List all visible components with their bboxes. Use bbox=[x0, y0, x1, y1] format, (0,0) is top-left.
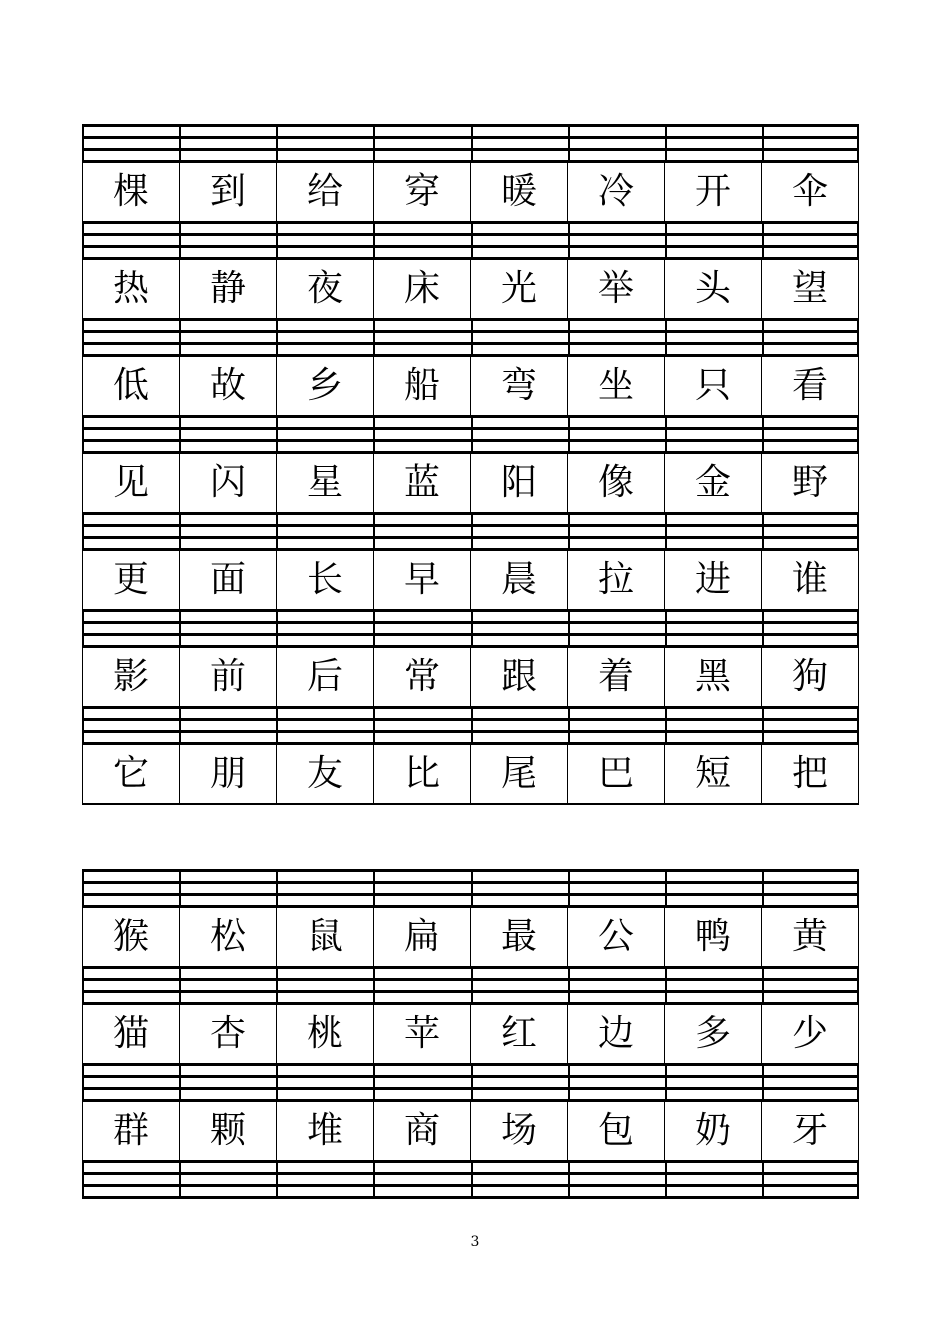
pinyin-column-divider bbox=[762, 969, 764, 1002]
pinyin-column-divider bbox=[568, 127, 570, 160]
pinyin-column-divider bbox=[762, 224, 764, 257]
character-cell: 松 bbox=[179, 908, 276, 966]
pinyin-column-divider bbox=[373, 321, 375, 354]
character-cell: 举 bbox=[567, 260, 664, 318]
character-cell: 边 bbox=[567, 1005, 664, 1063]
pinyin-column-divider bbox=[276, 872, 278, 905]
pinyin-column-divider bbox=[276, 224, 278, 257]
character-cell: 看 bbox=[761, 357, 859, 415]
character-cell: 商 bbox=[373, 1102, 470, 1160]
character-cell: 静 bbox=[179, 260, 276, 318]
pinyin-column-divider bbox=[762, 515, 764, 548]
character-cell: 乡 bbox=[276, 357, 373, 415]
pinyin-column-divider bbox=[857, 1163, 859, 1196]
pinyin-column-divider bbox=[665, 872, 667, 905]
pinyin-column-divider bbox=[373, 418, 375, 451]
pinyin-column-divider bbox=[276, 127, 278, 160]
pinyin-writing-lines bbox=[82, 124, 859, 163]
character-cell: 光 bbox=[470, 260, 567, 318]
character-row bbox=[82, 357, 859, 415]
character-cell: 棵 bbox=[82, 163, 179, 221]
character-cell: 颗 bbox=[179, 1102, 276, 1160]
pinyin-column-divider bbox=[568, 321, 570, 354]
pinyin-column-divider bbox=[179, 515, 181, 548]
character-cell: 鼠 bbox=[276, 908, 373, 966]
character-row bbox=[82, 745, 859, 805]
character-cell: 见 bbox=[82, 454, 179, 512]
pinyin-column-divider bbox=[179, 418, 181, 451]
pinyin-writing-lines bbox=[82, 1063, 859, 1102]
character-cell: 它 bbox=[82, 745, 179, 803]
character-cell: 扁 bbox=[373, 908, 470, 966]
pinyin-column-divider bbox=[471, 515, 473, 548]
character-cell: 阳 bbox=[470, 454, 567, 512]
pinyin-column-divider bbox=[179, 969, 181, 1002]
character-cell: 狗 bbox=[761, 648, 859, 706]
character-cell: 少 bbox=[761, 1005, 859, 1063]
character-cell: 头 bbox=[664, 260, 761, 318]
character-cell: 坐 bbox=[567, 357, 664, 415]
pinyin-writing-lines bbox=[82, 706, 859, 745]
pinyin-column-divider bbox=[82, 224, 84, 257]
character-cell: 红 bbox=[470, 1005, 567, 1063]
pinyin-column-divider bbox=[568, 872, 570, 905]
character-cell: 猴 bbox=[82, 908, 179, 966]
character-cell: 给 bbox=[276, 163, 373, 221]
pinyin-column-divider bbox=[857, 418, 859, 451]
character-cell: 最 bbox=[470, 908, 567, 966]
pinyin-column-divider bbox=[276, 418, 278, 451]
character-cell: 公 bbox=[567, 908, 664, 966]
character-cell: 杏 bbox=[179, 1005, 276, 1063]
pinyin-column-divider bbox=[857, 709, 859, 742]
pinyin-column-divider bbox=[665, 418, 667, 451]
pinyin-column-divider bbox=[373, 1163, 375, 1196]
pinyin-column-divider bbox=[665, 515, 667, 548]
character-cell: 只 bbox=[664, 357, 761, 415]
character-cell: 黑 bbox=[664, 648, 761, 706]
pinyin-column-divider bbox=[82, 1163, 84, 1196]
pinyin-column-divider bbox=[665, 709, 667, 742]
character-cell: 夜 bbox=[276, 260, 373, 318]
character-cell: 开 bbox=[664, 163, 761, 221]
character-cell: 跟 bbox=[470, 648, 567, 706]
pinyin-column-divider bbox=[471, 321, 473, 354]
pinyin-column-divider bbox=[762, 612, 764, 645]
pinyin-column-divider bbox=[568, 709, 570, 742]
pinyin-column-divider bbox=[568, 515, 570, 548]
character-cell: 常 bbox=[373, 648, 470, 706]
character-cell: 友 bbox=[276, 745, 373, 803]
pinyin-column-divider bbox=[857, 515, 859, 548]
pinyin-column-divider bbox=[276, 321, 278, 354]
pinyin-writing-lines bbox=[82, 609, 859, 648]
pinyin-column-divider bbox=[276, 1163, 278, 1196]
character-cell: 伞 bbox=[761, 163, 859, 221]
character-cell: 前 bbox=[179, 648, 276, 706]
character-cell: 进 bbox=[664, 551, 761, 609]
pinyin-column-divider bbox=[471, 1163, 473, 1196]
pinyin-column-divider bbox=[857, 127, 859, 160]
pinyin-column-divider bbox=[857, 224, 859, 257]
pinyin-column-divider bbox=[471, 418, 473, 451]
pinyin-column-divider bbox=[82, 872, 84, 905]
pinyin-column-divider bbox=[471, 612, 473, 645]
pinyin-column-divider bbox=[373, 709, 375, 742]
pinyin-column-divider bbox=[179, 321, 181, 354]
character-cell: 弯 bbox=[470, 357, 567, 415]
pinyin-column-divider bbox=[373, 872, 375, 905]
pinyin-column-divider bbox=[373, 127, 375, 160]
pinyin-column-divider bbox=[471, 1066, 473, 1099]
character-cell: 把 bbox=[761, 745, 859, 803]
pinyin-writing-lines bbox=[82, 966, 859, 1005]
pinyin-column-divider bbox=[373, 224, 375, 257]
character-cell: 晨 bbox=[470, 551, 567, 609]
character-table-2 bbox=[82, 869, 859, 1199]
pinyin-column-divider bbox=[568, 1163, 570, 1196]
character-cell: 朋 bbox=[179, 745, 276, 803]
pinyin-column-divider bbox=[471, 127, 473, 160]
character-cell: 更 bbox=[82, 551, 179, 609]
character-cell: 早 bbox=[373, 551, 470, 609]
character-cell: 长 bbox=[276, 551, 373, 609]
character-cell: 堆 bbox=[276, 1102, 373, 1160]
pinyin-column-divider bbox=[471, 224, 473, 257]
character-row bbox=[82, 1102, 859, 1160]
character-row bbox=[82, 1005, 859, 1063]
pinyin-column-divider bbox=[179, 709, 181, 742]
character-cell: 暖 bbox=[470, 163, 567, 221]
pinyin-column-divider bbox=[82, 127, 84, 160]
pinyin-column-divider bbox=[762, 709, 764, 742]
character-cell: 到 bbox=[179, 163, 276, 221]
pinyin-column-divider bbox=[179, 224, 181, 257]
character-cell: 着 bbox=[567, 648, 664, 706]
character-cell: 桃 bbox=[276, 1005, 373, 1063]
character-cell: 场 bbox=[470, 1102, 567, 1160]
pinyin-column-divider bbox=[665, 127, 667, 160]
pinyin-column-divider bbox=[857, 872, 859, 905]
character-cell: 床 bbox=[373, 260, 470, 318]
pinyin-column-divider bbox=[762, 418, 764, 451]
pinyin-column-divider bbox=[568, 969, 570, 1002]
pinyin-column-divider bbox=[82, 321, 84, 354]
character-cell: 穿 bbox=[373, 163, 470, 221]
pinyin-column-divider bbox=[373, 969, 375, 1002]
pinyin-column-divider bbox=[179, 612, 181, 645]
character-cell: 巴 bbox=[567, 745, 664, 803]
pinyin-column-divider bbox=[82, 709, 84, 742]
character-row bbox=[82, 648, 859, 706]
pinyin-column-divider bbox=[276, 709, 278, 742]
pinyin-writing-lines bbox=[82, 1160, 859, 1199]
character-cell: 猫 bbox=[82, 1005, 179, 1063]
character-cell: 野 bbox=[761, 454, 859, 512]
pinyin-column-divider bbox=[665, 224, 667, 257]
pinyin-column-divider bbox=[665, 969, 667, 1002]
pinyin-column-divider bbox=[179, 1066, 181, 1099]
pinyin-column-divider bbox=[373, 1066, 375, 1099]
character-cell: 面 bbox=[179, 551, 276, 609]
pinyin-column-divider bbox=[471, 709, 473, 742]
character-cell: 群 bbox=[82, 1102, 179, 1160]
pinyin-column-divider bbox=[568, 224, 570, 257]
pinyin-writing-lines bbox=[82, 869, 859, 908]
pinyin-column-divider bbox=[762, 1163, 764, 1196]
pinyin-column-divider bbox=[471, 969, 473, 1002]
character-cell: 拉 bbox=[567, 551, 664, 609]
character-cell: 金 bbox=[664, 454, 761, 512]
character-row bbox=[82, 551, 859, 609]
character-cell: 尾 bbox=[470, 745, 567, 803]
character-row bbox=[82, 163, 859, 221]
character-cell: 故 bbox=[179, 357, 276, 415]
character-cell: 短 bbox=[664, 745, 761, 803]
pinyin-column-divider bbox=[665, 612, 667, 645]
pinyin-column-divider bbox=[665, 321, 667, 354]
pinyin-column-divider bbox=[276, 969, 278, 1002]
pinyin-column-divider bbox=[857, 321, 859, 354]
pinyin-column-divider bbox=[276, 612, 278, 645]
character-cell: 蓝 bbox=[373, 454, 470, 512]
pinyin-column-divider bbox=[762, 321, 764, 354]
pinyin-column-divider bbox=[568, 418, 570, 451]
pinyin-column-divider bbox=[82, 1066, 84, 1099]
character-cell: 星 bbox=[276, 454, 373, 512]
pinyin-column-divider bbox=[857, 969, 859, 1002]
character-cell: 鸭 bbox=[664, 908, 761, 966]
character-cell: 影 bbox=[82, 648, 179, 706]
pinyin-column-divider bbox=[179, 872, 181, 905]
pinyin-column-divider bbox=[82, 969, 84, 1002]
character-row bbox=[82, 908, 859, 966]
character-cell: 比 bbox=[373, 745, 470, 803]
pinyin-writing-lines bbox=[82, 512, 859, 551]
character-row bbox=[82, 260, 859, 318]
character-cell: 奶 bbox=[664, 1102, 761, 1160]
character-cell: 谁 bbox=[761, 551, 859, 609]
pinyin-column-divider bbox=[373, 612, 375, 645]
pinyin-column-divider bbox=[665, 1163, 667, 1196]
pinyin-column-divider bbox=[762, 872, 764, 905]
pinyin-column-divider bbox=[82, 418, 84, 451]
character-cell: 后 bbox=[276, 648, 373, 706]
pinyin-column-divider bbox=[665, 1066, 667, 1099]
pinyin-writing-lines bbox=[82, 415, 859, 454]
pinyin-column-divider bbox=[857, 612, 859, 645]
pinyin-column-divider bbox=[82, 612, 84, 645]
character-table-1 bbox=[82, 124, 859, 805]
page-number: 3 bbox=[470, 1234, 480, 1250]
pinyin-column-divider bbox=[471, 872, 473, 905]
character-cell: 船 bbox=[373, 357, 470, 415]
pinyin-column-divider bbox=[276, 1066, 278, 1099]
character-cell: 像 bbox=[567, 454, 664, 512]
character-cell: 牙 bbox=[761, 1102, 859, 1160]
character-cell: 热 bbox=[82, 260, 179, 318]
pinyin-column-divider bbox=[179, 1163, 181, 1196]
pinyin-column-divider bbox=[568, 612, 570, 645]
character-cell: 黄 bbox=[761, 908, 859, 966]
pinyin-column-divider bbox=[857, 1066, 859, 1099]
pinyin-column-divider bbox=[179, 127, 181, 160]
character-cell: 包 bbox=[567, 1102, 664, 1160]
pinyin-column-divider bbox=[762, 127, 764, 160]
character-cell: 多 bbox=[664, 1005, 761, 1063]
pinyin-column-divider bbox=[568, 1066, 570, 1099]
pinyin-column-divider bbox=[276, 515, 278, 548]
pinyin-column-divider bbox=[762, 1066, 764, 1099]
character-cell: 望 bbox=[761, 260, 859, 318]
pinyin-writing-lines bbox=[82, 221, 859, 260]
pinyin-column-divider bbox=[373, 515, 375, 548]
character-row bbox=[82, 454, 859, 512]
character-cell: 冷 bbox=[567, 163, 664, 221]
character-cell: 闪 bbox=[179, 454, 276, 512]
pinyin-writing-lines bbox=[82, 318, 859, 357]
pinyin-column-divider bbox=[82, 515, 84, 548]
character-cell: 苹 bbox=[373, 1005, 470, 1063]
character-cell: 低 bbox=[82, 357, 179, 415]
